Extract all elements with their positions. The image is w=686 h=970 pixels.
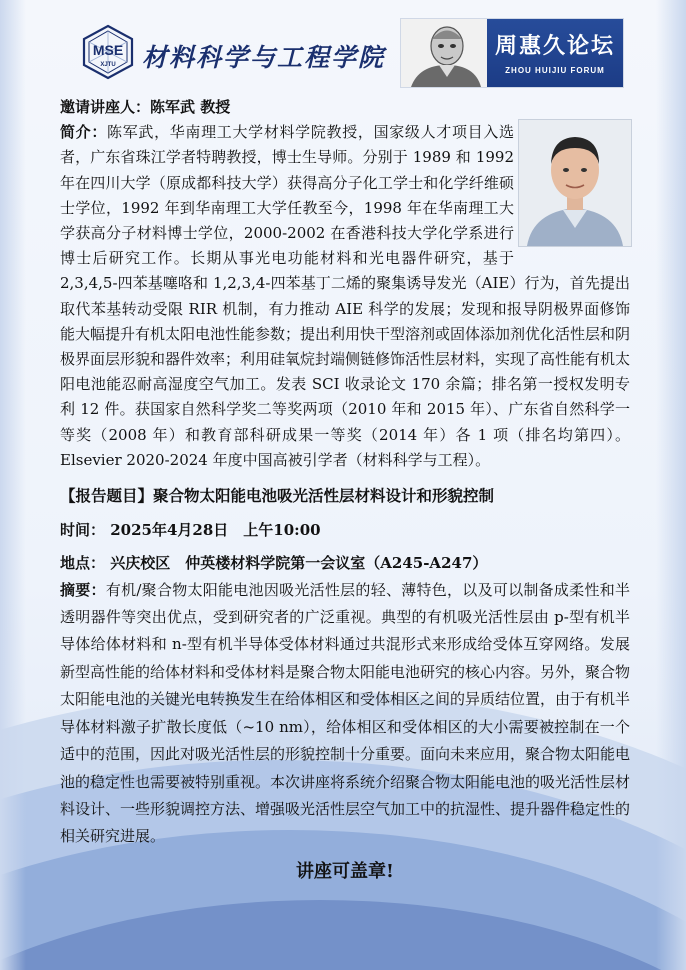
bio-text: 陈军武，华南理工大学材料学院教授，国家级人才项目入选者，广东省珠江学者特聘教授，博士生导师。分别于 1989 和 1992 年在四川大学（原成都科技大学）获得高分子化工学士和化学纤维硕士学位，1992 年到华南理工大学任教至今，1998 年在华南理工大学获高分子材料博士学位，2000-2002 在香港科技大学化学系进行博士后研究工作。长期从事光电功能材料和光电器件研究，基于 2,3,4,5-四苯基噻咯和 1,2,3,4-四苯基丁二烯的聚集诱导发光（AIE）行为，首先提出取代苯基转动受限 RIR 机制，有力推动 AIE 科学的发展；发现和报导阴极界面修饰能大幅提升有机太阳电池性能参数；提出利用快干型溶剂或固体添加剂优化活性层和阴极界面层形貌和器件效率；利用硅氧烷封端侧链修饰活性层材料，实现了高性能有机太阳电池能忍耐高湿度空气加工。发表 SCI 收录论文 170 余篇；排名第一授权发明专利 12 件。获国家自然科学奖二等奖两项（2010 年和 2015 年）、广东省自然科学一等奖（2008 年）和教育部科研成果一等奖（2014 年）各 1 项（排名均第四）。Elsevier 2020-2024 年度中国高被引学者（材料科学与工程）。 [60, 123, 631, 469]
bio-label: 简介： [60, 123, 108, 142]
svg-text:MSE: MSE [92, 42, 124, 58]
abstract-label: 摘要： [60, 580, 106, 599]
mse-logo-icon [80, 24, 136, 80]
forum-subtitle: ZHOU HUIJIU FORUM [505, 66, 605, 75]
forum-banner [400, 18, 624, 88]
speaker-label: 邀请讲座人： [60, 98, 151, 116]
abstract [60, 577, 630, 851]
main-content [60, 95, 630, 884]
school-name: 材料科学与工程学院 [142, 43, 386, 72]
report-title: 【报告题目】聚合物太阳能电池吸光活性层材料设计和形貌控制 [60, 486, 495, 506]
speaker-name: 陈军武 教授 [150, 98, 231, 116]
place-value: 兴庆校区 仲英楼材料学院第一会议室（A245-A247） [110, 554, 488, 573]
forum-title-panel [487, 19, 623, 87]
background-edge [0, 0, 26, 970]
report-place [60, 551, 630, 576]
header [80, 18, 620, 88]
svg-text:XJTU: XJTU [100, 62, 116, 68]
forum-portrait [401, 19, 487, 87]
place-label: 地点： [60, 554, 106, 573]
report-time [60, 518, 630, 543]
abstract-text: 有机/聚合物太阳能电池因吸光活性层的轻、薄特色，以及可以制备成柔性和半透明器件等突出优点，受到研究者的广泛重视。典型的有机吸光活性层由 p-型有机半导体给体材料和 n-型有机半导体受体材料通过共混形式来形成给受体互穿网络。发展新型高性能的给体材料和受体材料是聚合物太阳能电池研究的核心内容。另外，聚合物太阳能电池的关键光电转换发生在给体相区和受体相区之间的异质结位置，由于有机半导体材料激子扩散长度低（~10 nm），给体相区和受体相区的大小需要被控制在一个适中的范围，因此对吸光活性层的形貌控制十分重要。面向未来应用，聚合物太阳能电池的稳定性也需要被特别重视。本次讲座将系统介绍聚合物太阳能电池的吸光活性层材料设计、一些形貌调控方法、增强吸光活性层空气加工中的抗湿性、提升器件稳定性的相关研究进展。 [60, 580, 631, 846]
time-value: 2025年4月28日 上午10:00 [110, 521, 321, 540]
speaker-portrait-icon [519, 120, 631, 246]
portrait-sketch-icon [401, 19, 487, 87]
speaker-line [60, 95, 630, 120]
background-edge [656, 0, 686, 970]
speaker-photo [518, 119, 632, 247]
closing-note: 讲座可盖章! [296, 860, 394, 882]
time-label: 时间： [60, 521, 106, 540]
forum-title: 周惠久论坛 [494, 33, 615, 59]
